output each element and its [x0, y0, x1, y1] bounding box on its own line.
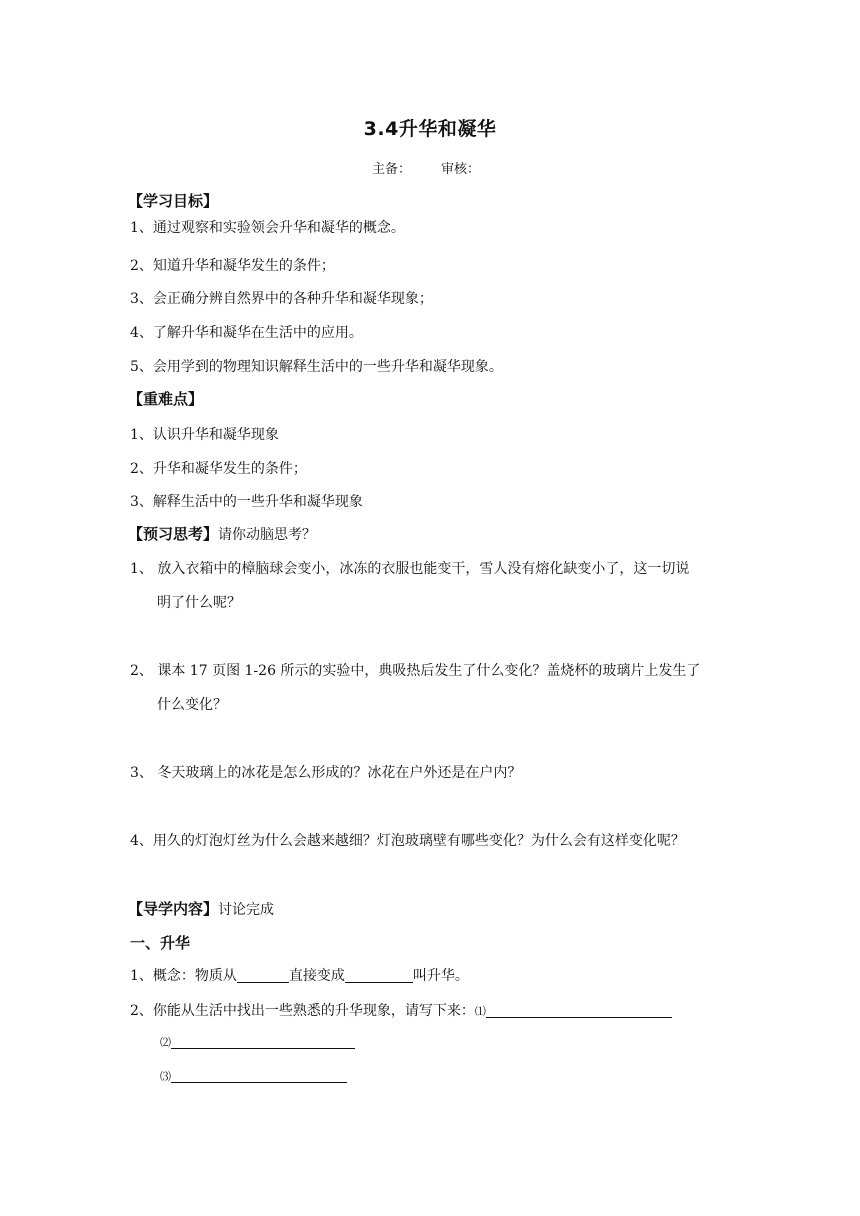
preview-question-2-line-2: 什么变化？: [157, 697, 227, 713]
key-points-heading: 【重难点】: [128, 390, 204, 408]
goal-item-2: 2、知道升华和凝华发生的条件；: [130, 258, 335, 274]
preparer-label: 主备：: [372, 162, 412, 177]
example-1-marker: ⑴: [474, 1005, 486, 1018]
preview-heading-tail: 请你动脑思考？: [218, 527, 317, 543]
example-2-blank[interactable]: [171, 1034, 355, 1049]
guide-heading-tail: 讨论完成: [218, 902, 275, 918]
preview-heading: [128, 523, 316, 544]
preview-question-3: 3、 冬天玻璃上的冰花是怎么形成的？冰花在户外还是在户内？: [130, 765, 522, 781]
goals-heading: 【学习目标】: [128, 192, 219, 210]
preview-question-1-line-2: 明了什么呢？: [157, 595, 241, 611]
reviewer-label: 审核：: [441, 162, 481, 177]
goal-item-4: 4、了解升华和凝华在生活中的应用。: [130, 325, 363, 341]
section-sublimation: 一、升华: [130, 934, 191, 952]
goal-item-5: 5、会用学到的物理知识解释生活中的一些升华和凝华现象。: [130, 359, 503, 375]
key-point-2: 2、升华和凝华发生的条件；: [130, 461, 307, 477]
goal-item-3: 3、会正确分辨自然界中的各种升华和凝华现象；: [130, 291, 433, 307]
concept-part-a: 1、概念：物质从: [130, 968, 237, 984]
preview-heading-label: 【预习思考】: [128, 525, 219, 543]
guide-heading-label: 【导学内容】: [128, 900, 219, 918]
example-3-marker: ⑶: [160, 1070, 171, 1083]
goal-item-1: 1、通过观察和实验领会升华和凝华的概念。: [130, 220, 405, 236]
page-title: 3.4升华和凝华: [363, 118, 497, 140]
example-3-blank[interactable]: [171, 1068, 347, 1083]
example-2-marker: ⑵: [160, 1036, 171, 1049]
concept-blank-1[interactable]: [237, 968, 289, 983]
preview-question-1-line-1: 1、 放入衣箱中的樟脑球会变小，冰冻的衣服也能变干，雪人没有熔化缺变小了，这一切说: [130, 561, 690, 577]
example-3-line: [160, 1068, 347, 1084]
concept-part-b: 直接变成: [288, 968, 345, 984]
examples-line: [130, 1000, 672, 1020]
examples-intro: 2、你能从生活中找出一些熟悉的升华现象，请写下来：: [130, 1003, 475, 1019]
key-point-3: 3、解释生活中的一些升华和凝华现象: [130, 494, 363, 510]
example-2-line: [160, 1034, 355, 1050]
example-1-blank[interactable]: [486, 1003, 672, 1018]
concept-line: [130, 965, 469, 985]
key-point-1: 1、认识升华和凝华现象: [130, 427, 279, 443]
preview-question-2-line-1: 2、 课本 17 页图 1-26 所示的实验中，典吸热后发生了什么变化？盖烧杯的玻璃片上发生了: [130, 663, 701, 679]
guide-heading: [128, 898, 274, 919]
preview-question-4: 4、用久的灯泡灯丝为什么会越来越细？灯泡玻璃壁有哪些变化？为什么会有这样变化呢？: [130, 833, 685, 849]
concept-blank-2[interactable]: [345, 968, 413, 983]
author-line: [372, 158, 480, 177]
concept-part-c: 叫升华。: [412, 968, 469, 984]
